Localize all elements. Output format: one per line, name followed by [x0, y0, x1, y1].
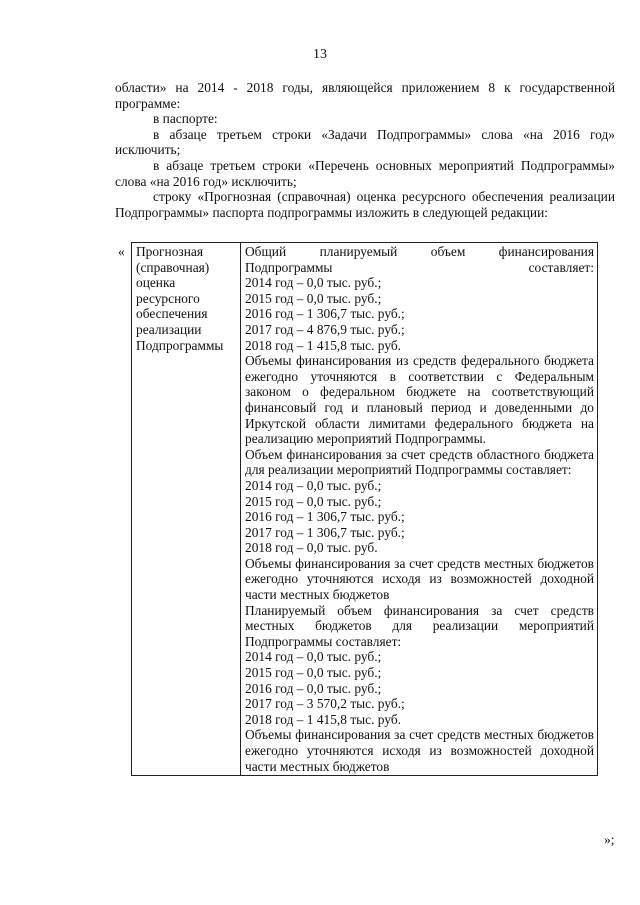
- row-header-line: ресурсного: [136, 290, 200, 306]
- paragraph-tasks: в абзаце третьем строки «Задачи Подпрограммы» слова «на 2016 год» исключить;: [115, 126, 615, 158]
- funding-year-line: 2015 год – 0,0 тыс. руб.;: [245, 493, 382, 509]
- paragraph-resource-row: строку «Прогнозная (справочная) оценка ресурсного обеспечения реализации Подпрограммы» паспорта подпрограммы изложить в следующей редакции:: [115, 189, 615, 220]
- funding-year-line: 2017 год – 3 570,2 тыс. руб.;: [245, 696, 405, 712]
- row-header-line: Прогнозная: [136, 244, 203, 259]
- table-row: [132, 243, 598, 776]
- row-header-line: реализации: [136, 321, 202, 337]
- funding-paragraph: Объемы финансирования за счет средств местных бюджетов ежегодно уточняются исходя из возможностей доходной части местных бюджетов: [245, 727, 594, 774]
- funding-year-line: 2018 год – 1 415,8 тыс. руб.: [245, 711, 402, 727]
- funding-year-line: 2015 год – 0,0 тыс. руб.;: [245, 665, 382, 681]
- paragraph-intro: области» на 2014 - 2018 годы, являющейся приложением 8 к государственной программе:: [115, 80, 615, 111]
- body-text: [115, 80, 615, 220]
- resource-table: [131, 242, 598, 776]
- opening-quote: «: [118, 244, 125, 259]
- row-header-line: обеспечения: [136, 306, 208, 322]
- funding-year-line: 2018 год – 1 415,8 тыс. руб.: [245, 337, 402, 353]
- paragraph-passport: в паспорте:: [153, 111, 218, 127]
- paragraph-activities: в абзаце третьем строки «Перечень основных мероприятий Подпрограммы» слова «на 2016 год» исключить;: [115, 157, 615, 189]
- funding-paragraph: Общий планируемый объем финансирования Подпрограммы составляет:: [245, 244, 594, 275]
- funding-year-line: 2014 год – 0,0 тыс. руб.;: [245, 477, 382, 493]
- row-header-line: (справочная): [136, 259, 210, 275]
- row-header-line: оценка: [136, 275, 176, 291]
- funding-year-line: 2016 год – 1 306,7 тыс. руб.;: [245, 509, 405, 525]
- row-header-cell: [132, 243, 241, 776]
- funding-year-line: 2015 год – 0,0 тыс. руб.;: [245, 290, 382, 306]
- funding-year-line: 2018 год – 0,0 тыс. руб.: [245, 540, 378, 556]
- closing-quote: »;: [604, 832, 615, 847]
- funding-paragraph: Объемы финансирования из средств федерального бюджета ежегодно уточняются в соответствии с Федеральным законом о федеральном бюджете на соответствующий финансовый год и плановый период и доведенными до Иркутской области лимитами федерального бюджета на реализацию мероприятий Подпрограммы.: [245, 353, 594, 447]
- funding-year-line: 2014 год – 0,0 тыс. руб.;: [245, 649, 382, 665]
- page-number: 13: [313, 47, 327, 62]
- funding-year-line: 2017 год – 1 306,7 тыс. руб.;: [245, 524, 405, 540]
- funding-year-line: 2016 год – 0,0 тыс. руб.;: [245, 680, 382, 696]
- funding-year-line: 2014 год – 0,0 тыс. руб.;: [245, 275, 382, 291]
- row-header-line: Подпрограммы: [136, 337, 224, 353]
- funding-details-cell: [241, 243, 598, 776]
- funding-paragraph: Планируемый объем финансирования за счет средств местных бюджетов для реализации мероприятий Подпрограммы составляет:: [245, 602, 594, 649]
- funding-paragraph: Объемы финансирования за счет средств местных бюджетов ежегодно уточняются исходя из возможностей доходной части местных бюджетов: [245, 555, 594, 603]
- funding-paragraph: Объем финансирования за счет средств областного бюджета для реализации мероприятий Подпрограммы составляет:: [245, 446, 594, 478]
- funding-year-line: 2017 год – 4 876,9 тыс. руб.;: [245, 321, 405, 337]
- funding-year-line: 2016 год – 1 306,7 тыс. руб.;: [245, 306, 405, 322]
